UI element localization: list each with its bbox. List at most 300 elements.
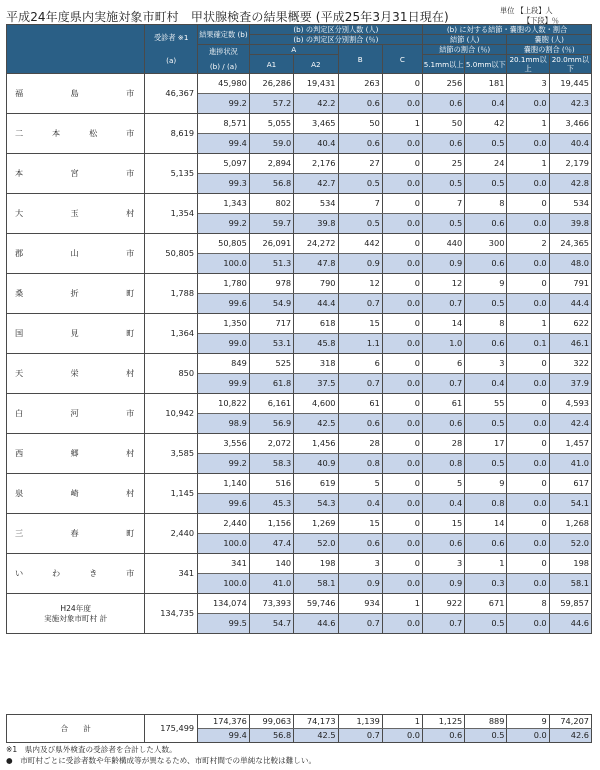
header-A: A — [249, 45, 338, 55]
percent-cell: 0.0 — [507, 254, 549, 274]
municipality-char: 本 — [15, 168, 24, 178]
municipality-char: 本 — [52, 128, 61, 138]
results-table — [6, 24, 592, 634]
count-cell: 19,431 — [294, 74, 338, 94]
percent-cell: 0.7 — [338, 729, 382, 743]
count-cell: 934 — [338, 594, 382, 614]
table-row — [7, 314, 592, 334]
municipality-char: 白 — [15, 408, 24, 418]
percent-cell: 99.2 — [198, 214, 250, 234]
count-cell: 256 — [423, 74, 465, 94]
percent-cell: 99.2 — [198, 94, 250, 114]
percent-cell: 0.7 — [423, 614, 465, 634]
percent-cell: 56.8 — [249, 729, 293, 743]
percent-cell: 51.3 — [249, 254, 293, 274]
count-cell: 19,445 — [549, 74, 591, 94]
percent-cell: 0.4 — [465, 94, 507, 114]
count-cell: 24 — [465, 154, 507, 174]
unit-line-1: 単位 【上段】人 — [500, 6, 553, 15]
percent-cell: 59.7 — [249, 214, 293, 234]
municipality-name — [7, 394, 145, 434]
examinees-value: 175,499 — [145, 715, 198, 743]
percent-cell: 99.4 — [198, 729, 250, 743]
percent-cell: 42.5 — [294, 414, 338, 434]
count-cell: 1,780 — [198, 274, 250, 294]
table-row — [7, 274, 592, 294]
municipality-char: 大 — [15, 208, 24, 218]
count-cell: 9 — [465, 474, 507, 494]
footnote-1: ※1 県内及び県外検査の受診者を合計した人数。 — [6, 745, 177, 754]
percent-cell: 0.0 — [507, 494, 549, 514]
percent-cell: 42.5 — [294, 729, 338, 743]
count-cell: 6 — [423, 354, 465, 374]
count-cell: 0 — [507, 434, 549, 454]
count-cell: 849 — [198, 354, 250, 374]
percent-cell: 56.9 — [249, 414, 293, 434]
percent-cell: 0.6 — [338, 414, 382, 434]
count-cell: 3,465 — [294, 114, 338, 134]
percent-cell: 39.8 — [294, 214, 338, 234]
percent-cell: 0.0 — [507, 214, 549, 234]
count-cell: 0 — [507, 394, 549, 414]
percent-cell: 99.6 — [198, 494, 250, 514]
count-cell: 3 — [507, 74, 549, 94]
count-cell: 42 — [465, 114, 507, 134]
percent-cell: 40.4 — [549, 134, 591, 154]
percent-cell: 100.0 — [198, 574, 250, 594]
count-cell: 15 — [338, 314, 382, 334]
count-cell: 25 — [423, 154, 465, 174]
count-cell: 8 — [465, 194, 507, 214]
count-cell: 1,350 — [198, 314, 250, 334]
percent-cell: 42.4 — [549, 414, 591, 434]
percent-cell: 0.0 — [507, 414, 549, 434]
percent-cell: 0.7 — [423, 374, 465, 394]
count-cell: 318 — [294, 354, 338, 374]
header-examinees-sub: (a) — [166, 56, 177, 65]
percent-cell: 0.0 — [507, 574, 549, 594]
count-cell: 15 — [338, 514, 382, 534]
table-row — [7, 394, 592, 414]
count-cell: 0 — [382, 314, 422, 334]
count-cell: 198 — [549, 554, 591, 574]
count-cell: 802 — [249, 194, 293, 214]
count-cell: 28 — [423, 434, 465, 454]
municipality-char: 栄 — [70, 368, 79, 378]
percent-cell: 54.7 — [249, 614, 293, 634]
examinees-value: 50,805 — [145, 234, 198, 274]
count-cell: 442 — [338, 234, 382, 254]
percent-cell: 0.0 — [507, 94, 549, 114]
count-cell: 8 — [507, 594, 549, 614]
percent-cell: 0.6 — [465, 214, 507, 234]
percent-cell: 0.0 — [507, 174, 549, 194]
row-label-line: H24年度 — [60, 603, 91, 613]
count-cell: 12 — [423, 274, 465, 294]
percent-cell: 0.0 — [507, 614, 549, 634]
percent-cell: 0.0 — [382, 134, 422, 154]
table-row — [7, 554, 592, 574]
unit-label — [500, 6, 559, 26]
percent-cell: 0.0 — [382, 294, 422, 314]
municipality-char: 見 — [70, 328, 79, 338]
count-cell: 1 — [382, 715, 422, 729]
count-cell: 26,286 — [249, 74, 293, 94]
count-cell: 8,571 — [198, 114, 250, 134]
percent-cell: 99.0 — [198, 334, 250, 354]
percent-cell: 0.6 — [423, 94, 465, 114]
count-cell: 671 — [465, 594, 507, 614]
count-cell: 5 — [338, 474, 382, 494]
municipality-name — [7, 715, 145, 743]
percent-cell: 54.9 — [249, 294, 293, 314]
municipality-char: 西 — [15, 448, 24, 458]
count-cell: 10,822 — [198, 394, 250, 414]
row-label-line: 実施対象市町村 計 — [44, 613, 108, 623]
municipality-char: 村 — [126, 488, 135, 498]
examinees-value: 1,145 — [145, 474, 198, 514]
percent-cell: 0.0 — [382, 94, 422, 114]
count-cell: 516 — [249, 474, 293, 494]
examinees-value: 1,364 — [145, 314, 198, 354]
percent-cell: 52.0 — [294, 534, 338, 554]
percent-cell: 100.0 — [198, 254, 250, 274]
percent-cell: 0.4 — [423, 494, 465, 514]
header-n2: 5.0mm以下 — [465, 55, 507, 74]
count-cell: 1,269 — [294, 514, 338, 534]
percent-cell: 0.0 — [507, 294, 549, 314]
header-examinees — [145, 25, 198, 74]
municipality-char: 松 — [89, 128, 98, 138]
examinees-value: 3,585 — [145, 434, 198, 474]
municipality-char: 三 — [15, 528, 24, 538]
count-cell: 0 — [382, 194, 422, 214]
municipality-char: 町 — [126, 288, 135, 298]
municipality-char: 国 — [15, 328, 24, 338]
percent-cell: 99.5 — [198, 614, 250, 634]
percent-cell: 0.0 — [382, 334, 422, 354]
percent-cell: 0.5 — [338, 174, 382, 194]
header-c1: 20.1mm以上 — [507, 55, 549, 74]
examinees-value: 5,135 — [145, 154, 198, 194]
municipality-char: 郡 — [15, 248, 24, 258]
count-cell: 7 — [423, 194, 465, 214]
percent-cell: 99.3 — [198, 174, 250, 194]
count-cell: 619 — [294, 474, 338, 494]
municipality-char: 泉 — [15, 488, 24, 498]
percent-cell: 0.1 — [507, 334, 549, 354]
footnote-2: ● 市町村ごとに受診者数や年齢構成等が異なるため、市町村間での単純な比較は難しい。 — [6, 756, 317, 765]
percent-cell: 44.6 — [549, 614, 591, 634]
percent-cell: 0.9 — [423, 574, 465, 594]
count-cell: 6,161 — [249, 394, 293, 414]
percent-cell: 61.8 — [249, 374, 293, 394]
header-progress — [198, 45, 250, 74]
header-examinees-label: 受診者 ※1 — [153, 33, 189, 42]
percent-cell: 0.0 — [507, 454, 549, 474]
count-cell: 0 — [507, 514, 549, 534]
count-cell: 8 — [465, 314, 507, 334]
header-judge-count: (b) の判定区分別人数 (人) — [249, 25, 422, 35]
percent-cell: 99.4 — [198, 134, 250, 154]
count-cell: 15 — [423, 514, 465, 534]
percent-cell: 1.0 — [423, 334, 465, 354]
count-cell: 0 — [382, 74, 422, 94]
percent-cell: 0.0 — [507, 729, 549, 743]
municipality-char: 市 — [126, 168, 135, 178]
municipality-char: 玉 — [70, 208, 79, 218]
percent-cell: 0.6 — [465, 534, 507, 554]
examinees-value: 46,367 — [145, 74, 198, 114]
percent-cell: 0.5 — [465, 174, 507, 194]
percent-cell: 0.6 — [465, 334, 507, 354]
percent-cell: 37.5 — [294, 374, 338, 394]
header-C: C — [382, 45, 422, 74]
percent-cell: 0.5 — [465, 414, 507, 434]
count-cell: 6 — [338, 354, 382, 374]
count-cell: 61 — [423, 394, 465, 414]
count-cell: 525 — [249, 354, 293, 374]
municipality-char: 町 — [126, 328, 135, 338]
count-cell: 0 — [382, 234, 422, 254]
percent-cell: 0.9 — [338, 254, 382, 274]
count-cell: 5,055 — [249, 114, 293, 134]
table-header — [7, 25, 592, 74]
municipality-char: 市 — [126, 248, 135, 258]
count-cell: 618 — [294, 314, 338, 334]
table-row — [7, 514, 592, 534]
header-confirmed: 結果確定数 (b) — [198, 25, 250, 45]
examinees-value: 134,735 — [145, 594, 198, 634]
percent-cell: 54.3 — [294, 494, 338, 514]
count-cell: 1 — [507, 314, 549, 334]
count-cell: 12 — [338, 274, 382, 294]
count-cell: 0 — [382, 474, 422, 494]
percent-cell: 0.0 — [382, 214, 422, 234]
municipality-char: 桑 — [15, 288, 24, 298]
percent-cell: 47.4 — [249, 534, 293, 554]
header-A2: A2 — [294, 55, 338, 74]
header-A1: A1 — [249, 55, 293, 74]
count-cell: 0 — [382, 274, 422, 294]
percent-cell: 58.1 — [549, 574, 591, 594]
count-cell: 622 — [549, 314, 591, 334]
percent-cell: 47.8 — [294, 254, 338, 274]
percent-cell: 0.0 — [382, 174, 422, 194]
table-row — [7, 114, 592, 134]
percent-cell: 42.2 — [294, 94, 338, 114]
count-cell: 2,440 — [198, 514, 250, 534]
percent-cell: 44.4 — [549, 294, 591, 314]
count-cell: 181 — [465, 74, 507, 94]
count-cell: 61 — [338, 394, 382, 414]
count-cell: 1,140 — [198, 474, 250, 494]
count-cell: 24,365 — [549, 234, 591, 254]
table-row — [7, 74, 592, 94]
percent-cell: 46.1 — [549, 334, 591, 354]
percent-cell: 41.0 — [249, 574, 293, 594]
percent-cell: 0.0 — [382, 254, 422, 274]
percent-cell: 99.6 — [198, 294, 250, 314]
count-cell: 0 — [507, 474, 549, 494]
table-row — [7, 234, 592, 254]
table-row — [7, 194, 592, 214]
municipality-char: 村 — [126, 208, 135, 218]
count-cell: 50 — [338, 114, 382, 134]
percent-cell: 0.0 — [507, 134, 549, 154]
municipality-char: 山 — [70, 248, 79, 258]
municipality-char: 折 — [70, 288, 79, 298]
examinees-value: 341 — [145, 554, 198, 594]
count-cell: 791 — [549, 274, 591, 294]
count-cell: 74,207 — [549, 715, 591, 729]
header-c2: 20.0mm以下 — [549, 55, 591, 74]
percent-cell: 0.0 — [382, 574, 422, 594]
examinees-value: 2,440 — [145, 514, 198, 554]
count-cell: 322 — [549, 354, 591, 374]
count-cell: 300 — [465, 234, 507, 254]
percent-cell: 0.8 — [465, 494, 507, 514]
municipality-char: 天 — [15, 368, 24, 378]
percent-cell: 1.1 — [338, 334, 382, 354]
count-cell: 50 — [423, 114, 465, 134]
percent-cell: 0.7 — [338, 294, 382, 314]
count-cell: 1,268 — [549, 514, 591, 534]
count-cell: 134,074 — [198, 594, 250, 614]
count-cell: 140 — [249, 554, 293, 574]
percent-cell: 42.8 — [549, 174, 591, 194]
count-cell: 0 — [382, 354, 422, 374]
count-cell: 1,343 — [198, 194, 250, 214]
count-cell: 0 — [382, 394, 422, 414]
header-judge-pct: (b) の判定区分別割合 (％) — [249, 35, 422, 45]
percent-cell: 53.1 — [249, 334, 293, 354]
percent-cell: 0.4 — [338, 494, 382, 514]
table-row — [7, 154, 592, 174]
count-cell: 2,894 — [249, 154, 293, 174]
count-cell: 2,179 — [549, 154, 591, 174]
percent-cell: 0.0 — [382, 374, 422, 394]
page-title: 平成24年度県内実施対象市町村 甲状腺検査の結果概要 (平成25年3月31日現在) — [6, 10, 449, 24]
count-cell: 14 — [465, 514, 507, 534]
municipality-name — [7, 474, 145, 514]
count-cell: 59,857 — [549, 594, 591, 614]
percent-cell: 0.6 — [465, 254, 507, 274]
count-cell: 0 — [507, 274, 549, 294]
percent-cell: 0.7 — [338, 614, 382, 634]
percent-cell: 0.7 — [423, 294, 465, 314]
percent-cell: 0.5 — [338, 214, 382, 234]
percent-cell: 0.6 — [423, 134, 465, 154]
examinees-value: 8,619 — [145, 114, 198, 154]
municipality-char: 市 — [126, 128, 135, 138]
count-cell: 24,272 — [294, 234, 338, 254]
table-body — [7, 74, 592, 634]
municipality-char: 島 — [70, 88, 79, 98]
percent-cell: 52.0 — [549, 534, 591, 554]
examinees-value: 10,942 — [145, 394, 198, 434]
count-cell: 14 — [423, 314, 465, 334]
header-B: B — [338, 45, 382, 74]
table-row — [7, 354, 592, 374]
percent-cell: 0.8 — [338, 454, 382, 474]
count-cell: 3 — [465, 354, 507, 374]
count-cell: 978 — [249, 274, 293, 294]
percent-cell: 41.0 — [549, 454, 591, 474]
percent-cell: 100.0 — [198, 534, 250, 554]
percent-cell: 59.0 — [249, 134, 293, 154]
count-cell: 3,466 — [549, 114, 591, 134]
percent-cell: 0.3 — [465, 574, 507, 594]
percent-cell: 99.2 — [198, 454, 250, 474]
percent-cell: 42.7 — [294, 174, 338, 194]
count-cell: 889 — [465, 715, 507, 729]
percent-cell: 0.6 — [338, 134, 382, 154]
percent-cell: 0.5 — [423, 214, 465, 234]
count-cell: 45,980 — [198, 74, 250, 94]
count-cell: 0 — [507, 194, 549, 214]
municipality-char: 春 — [70, 528, 79, 538]
count-cell: 5 — [423, 474, 465, 494]
header-n1: 5.1mm以上 — [423, 55, 465, 74]
count-cell: 717 — [249, 314, 293, 334]
municipality-name — [7, 154, 145, 194]
count-cell: 922 — [423, 594, 465, 614]
count-cell: 3,556 — [198, 434, 250, 454]
count-cell: 99,063 — [249, 715, 293, 729]
header-nodule-pct: 結節の割合 (％) — [423, 45, 507, 55]
count-cell: 0 — [507, 354, 549, 374]
municipality-char: 河 — [70, 408, 79, 418]
municipality-char: 二 — [15, 128, 24, 138]
percent-cell: 0.7 — [338, 374, 382, 394]
header-cyst-pct: 嚢胞の割合 (％) — [507, 45, 592, 55]
municipality-char: わ — [52, 568, 61, 578]
count-cell: 1,456 — [294, 434, 338, 454]
count-cell: 2,072 — [249, 434, 293, 454]
count-cell: 1 — [465, 554, 507, 574]
percent-cell: 0.5 — [465, 134, 507, 154]
header-progress-label: 進捗状況 — [209, 47, 238, 56]
count-cell: 4,593 — [549, 394, 591, 414]
percent-cell: 0.9 — [338, 574, 382, 594]
percent-cell: 0.0 — [507, 374, 549, 394]
municipality-char: 市 — [126, 568, 135, 578]
percent-cell: 54.1 — [549, 494, 591, 514]
examinees-value: 1,788 — [145, 274, 198, 314]
municipality-name — [7, 74, 145, 114]
municipality-char: 郷 — [70, 448, 79, 458]
count-cell: 3 — [338, 554, 382, 574]
percent-cell: 40.4 — [294, 134, 338, 154]
municipality-name — [7, 514, 145, 554]
percent-cell: 39.8 — [549, 214, 591, 234]
municipality-name — [7, 314, 145, 354]
percent-cell: 42.6 — [549, 729, 591, 743]
count-cell: 0 — [382, 554, 422, 574]
count-cell: 341 — [198, 554, 250, 574]
count-cell: 1 — [507, 154, 549, 174]
municipality-name — [7, 434, 145, 474]
count-cell: 440 — [423, 234, 465, 254]
row-label: 合 計 — [60, 723, 91, 733]
percent-cell: 40.9 — [294, 454, 338, 474]
municipality-name — [7, 274, 145, 314]
count-cell: 534 — [294, 194, 338, 214]
percent-cell: 0.8 — [423, 454, 465, 474]
percent-cell: 0.5 — [465, 294, 507, 314]
count-cell: 1,139 — [338, 715, 382, 729]
